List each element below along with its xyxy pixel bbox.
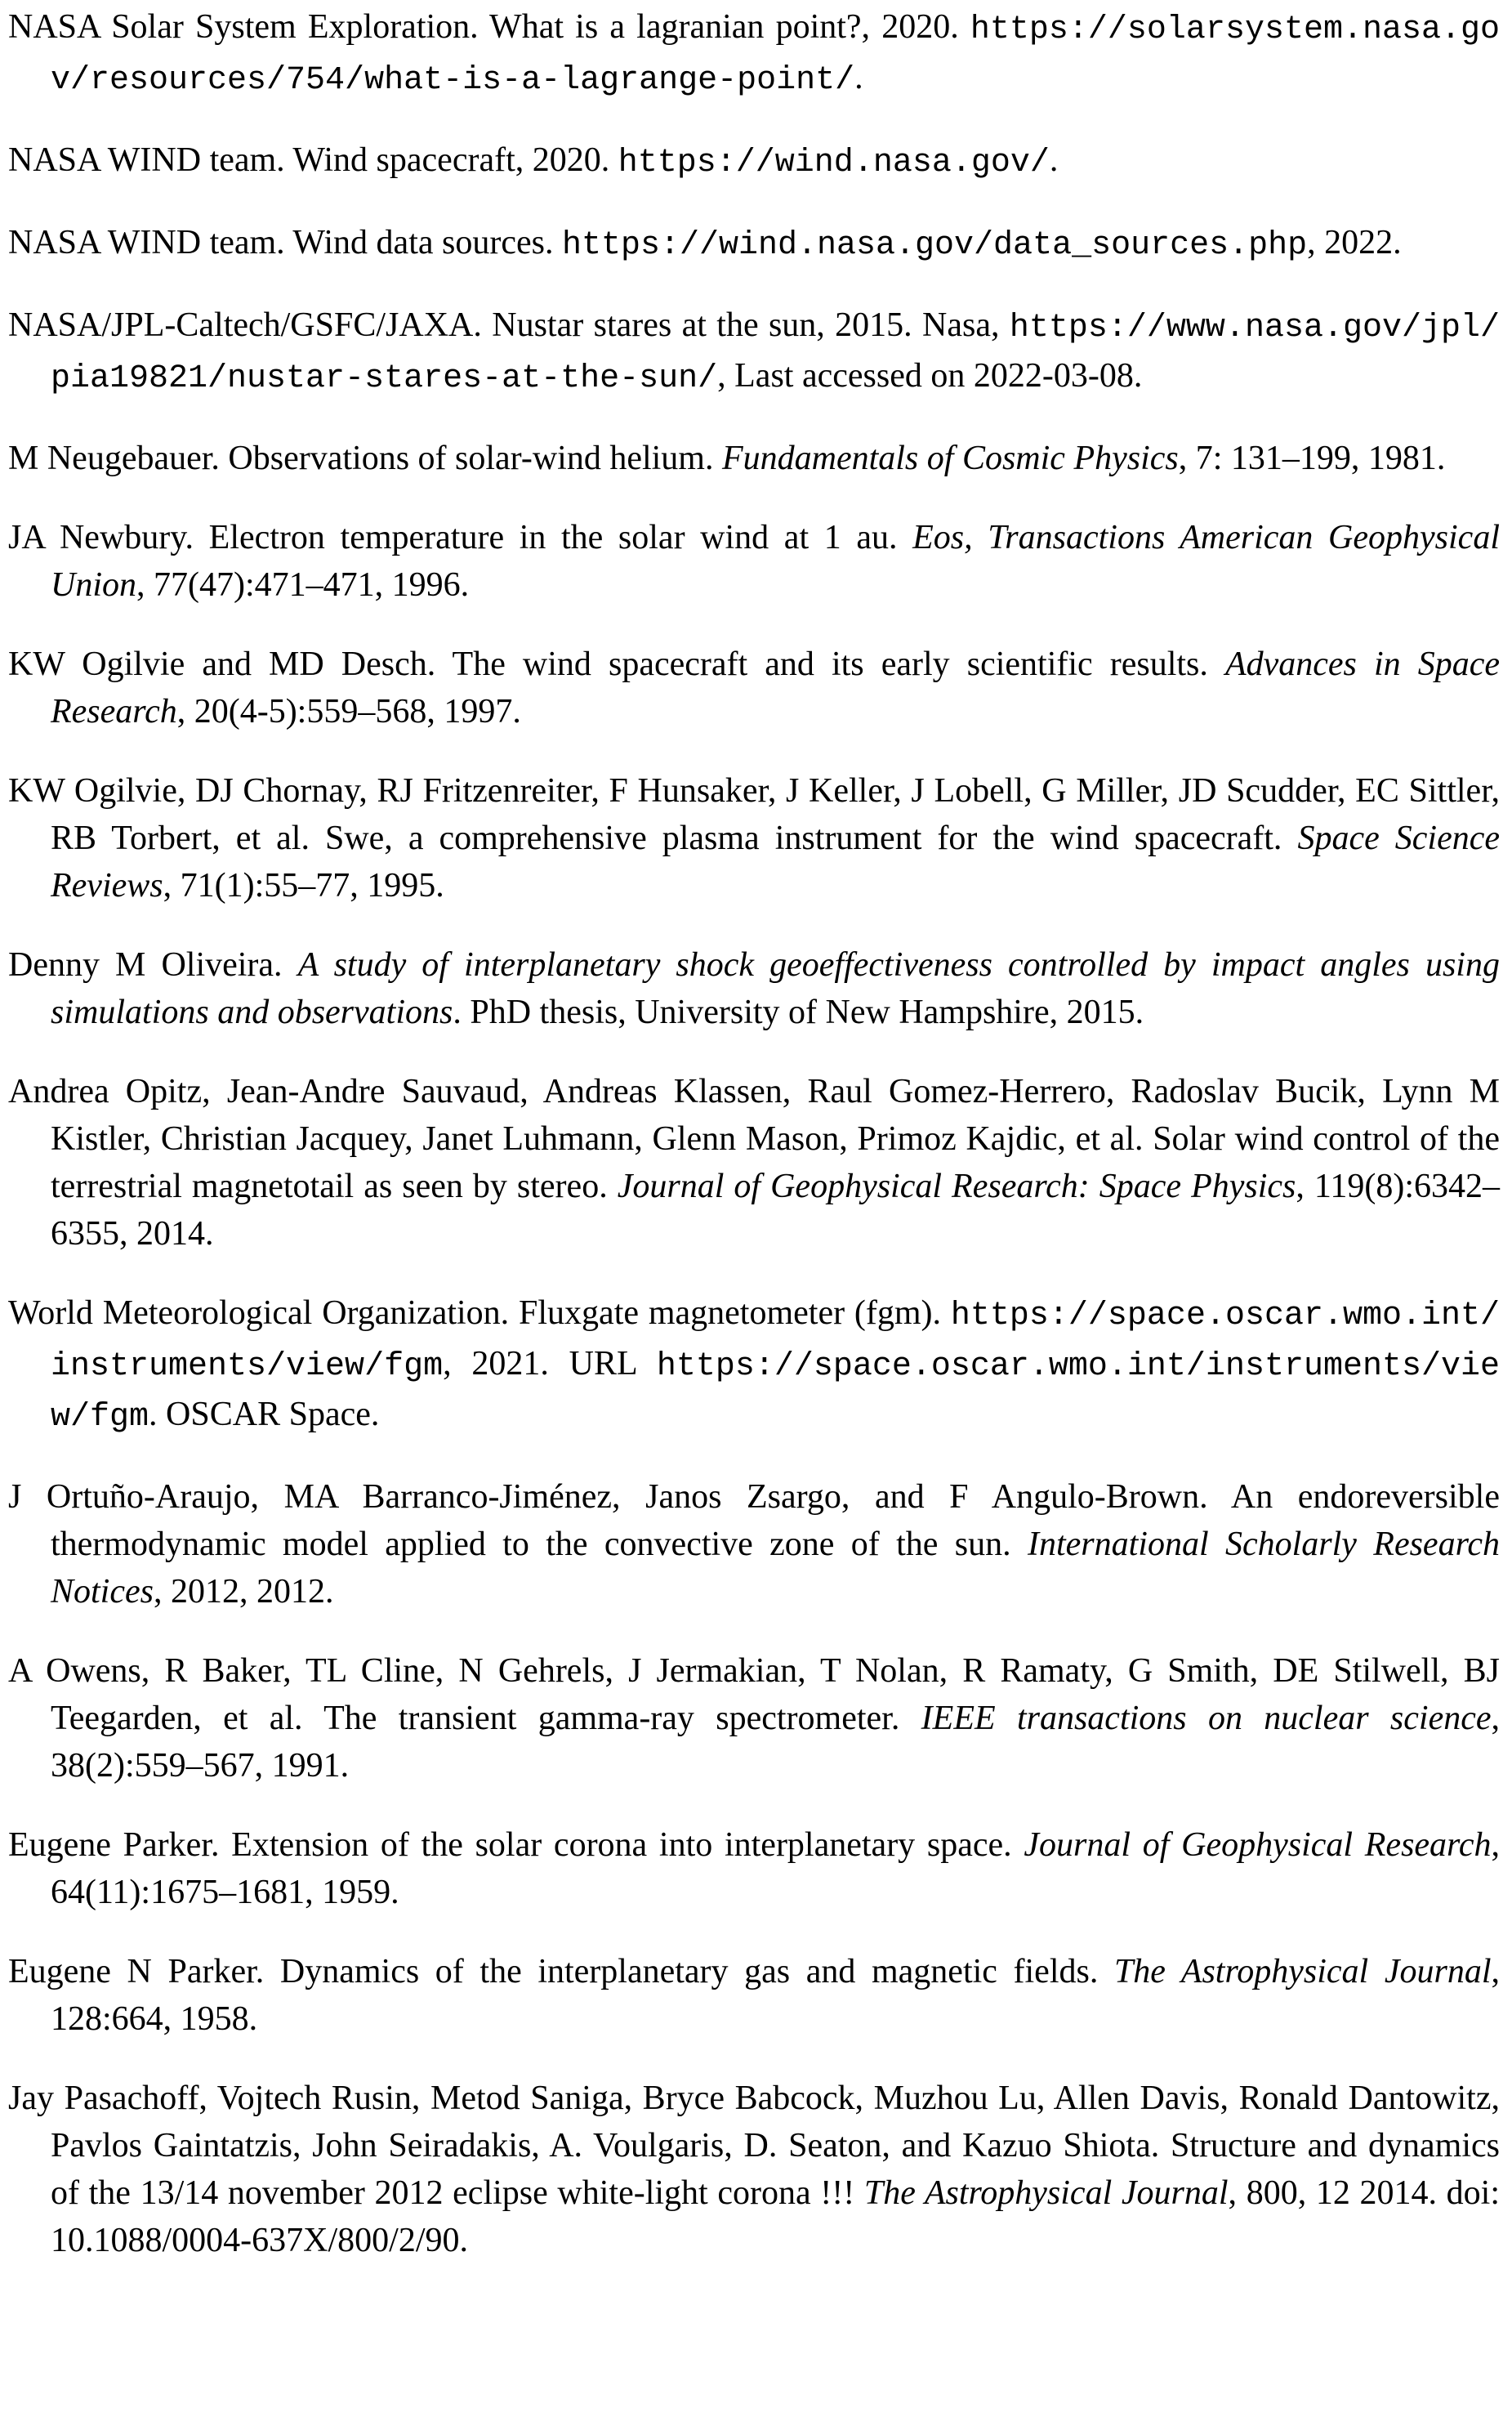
reference-entry [8, 1473, 1500, 1615]
reference-text: A Owens, R Baker, TL Cline, N Gehrels, J Jermakian, T Nolan, R Ramaty, G Smith, DE Stilwell, BJ Teegarden, et al. The transient gamma-ray spectrometer. [8, 1652, 1500, 1737]
reference-text: . [854, 59, 863, 96]
reference-text: , 20(4-5):559–568, 1997. [176, 693, 521, 730]
reference-text: , 2022. [1307, 224, 1402, 261]
reference-text: , 7: 131–199, 1981. [1178, 440, 1446, 477]
reference-venue: The Astrophysical Journal [1113, 1953, 1492, 1990]
reference-entry [8, 941, 1500, 1036]
reference-url-link[interactable]: https://solarsystem.nasa.gov/resources/754/what-is-a-lagrange-point/ [51, 11, 1500, 99]
reference-text: KW Ogilvie and MD Desch. The wind spacecraft and its early scientific results. [8, 646, 1225, 683]
reference-text: World Meteorological Organization. Fluxgate magnetometer (fgm). [8, 1294, 951, 1332]
reference-text: Andrea Opitz, Jean-Andre Sauvaud, Andreas Klassen, Raul Gomez-Herrero, Radoslav Bucik, Lynn M Kistler, Christian Jacquey, Janet Luhmann, Glenn Mason, Primoz Kajdic, et al. Solar wind control of the terrestrial magnetotail as seen by stereo. [8, 1073, 1500, 1205]
reference-text: . PhD thesis, University of New Hampshire, 2015. [453, 994, 1144, 1031]
reference-text: NASA WIND team. Wind spacecraft, 2020. [8, 141, 618, 179]
reference-text: . [1049, 141, 1059, 179]
reference-text: Eugene N Parker. Dynamics of the interplanetary gas and magnetic fields. [8, 1953, 1114, 1990]
reference-text: KW Ogilvie, DJ Chornay, RJ Fritzenreiter, F Hunsaker, J Keller, J Lobell, G Miller, JD Scudder, EC Sittler, RB Torbert, et al. Swe, a comprehensive plasma instrument for the wind spacecraft. [8, 772, 1500, 857]
reference-text: NASA Solar System Exploration. What is a lagranian point?, 2020. [8, 8, 970, 46]
reference-venue: A study of interplanetary shock geoeffectiveness controlled by impact angles using simulations and observations [51, 946, 1500, 1031]
reference-url-link[interactable]: https://space.oscar.wmo.int/instruments/view/fgm [51, 1298, 1500, 1385]
reference-entry [8, 1289, 1500, 1441]
reference-text: J Ortuño-Araujo, MA Barranco-Jiménez, Janos Zsargo, and F Angulo-Brown. An endoreversible thermodynamic model applied to the convective zone of the sun. [8, 1478, 1500, 1563]
reference-text: JA Newbury. Electron temperature in the solar wind at 1 au. [8, 519, 913, 556]
reference-entry [8, 435, 1500, 482]
reference-venue: Fundamentals of Cosmic Physics [721, 440, 1179, 477]
reference-text: NASA/JPL-Caltech/GSFC/JAXA. Nustar stares at the sun, 2015. Nasa, [8, 306, 1010, 344]
reference-entry [8, 1647, 1500, 1789]
reference-url-link[interactable]: https://space.oscar.wmo.int/instruments/view/fgm [51, 1348, 1500, 1436]
reference-entry [8, 136, 1500, 187]
reference-venue: The Astrophysical Journal [863, 2174, 1229, 2212]
reference-text: , 119(8):6342–6355, 2014. [51, 1168, 1500, 1253]
reference-text: , 128:664, 1958. [51, 1953, 1500, 2038]
reference-text: , 71(1):55–77, 1995. [163, 867, 444, 905]
reference-url-link[interactable]: https://wind.nasa.gov/data_sources.php [561, 227, 1308, 264]
reference-entry [8, 641, 1500, 735]
reference-venue: Advances in Space Research [51, 646, 1500, 730]
reference-entry [8, 1068, 1500, 1258]
reference-entry [8, 767, 1500, 909]
reference-url-link[interactable]: https://wind.nasa.gov/ [618, 145, 1050, 181]
reference-text: , 800, 12 2014. doi: 10.1088/0004-637X/800/2/90. [51, 2174, 1500, 2259]
reference-url-link[interactable]: https://www.nasa.gov/jpl/pia19821/nustar-stares-at-the-sun/ [51, 310, 1500, 397]
reference-entry [8, 302, 1500, 403]
reference-entry [8, 3, 1500, 105]
bibliography-list [8, 3, 1500, 2296]
reference-venue: Eos, Transactions American Geophysical Union [51, 519, 1500, 604]
reference-text: Jay Pasachoff, Vojtech Rusin, Metod Saniga, Bryce Babcock, Muzhou Lu, Allen Davis, Ronald Dantowitz, Pavlos Gaintatzis, John Seiradakis, A. Voulgaris, D. Seaton, and Kazuo Shiota. Structure and dynamics of the 13/14 november 2012 eclipse white-light corona !!! [8, 2080, 1500, 2212]
reference-text: , 38(2):559–567, 1991. [51, 1700, 1500, 1785]
reference-text: . OSCAR Space. [149, 1396, 380, 1433]
reference-venue: International Scholarly Research Notices [51, 1526, 1501, 1611]
reference-venue: Journal of Geophysical Research [1024, 1826, 1492, 1864]
reference-entry [8, 1821, 1500, 1916]
reference-text: Denny M Oliveira. [8, 946, 298, 984]
reference-text: NASA WIND team. Wind data sources. [8, 224, 562, 261]
reference-text: Eugene Parker. Extension of the solar corona into interplanetary space. [8, 1826, 1024, 1864]
reference-text: M Neugebauer. Observations of solar-wind helium. [8, 440, 722, 477]
reference-venue: IEEE transactions on nuclear science [921, 1700, 1492, 1737]
reference-entry [8, 219, 1500, 270]
reference-text: , 64(11):1675–1681, 1959. [51, 1826, 1500, 1911]
reference-venue: Journal of Geophysical Research: Space Physics [617, 1168, 1296, 1205]
reference-entry [8, 1948, 1500, 2043]
reference-venue: Space Science Reviews [51, 820, 1500, 905]
reference-entry [8, 2075, 1500, 2264]
reference-entry [8, 514, 1500, 609]
reference-text: , 2012, 2012. [153, 1573, 334, 1611]
reference-text: , 2021. URL [443, 1345, 657, 1383]
reference-text: , Last accessed on 2022-03-08. [717, 357, 1143, 395]
reference-text: , 77(47):471–471, 1996. [136, 566, 470, 604]
